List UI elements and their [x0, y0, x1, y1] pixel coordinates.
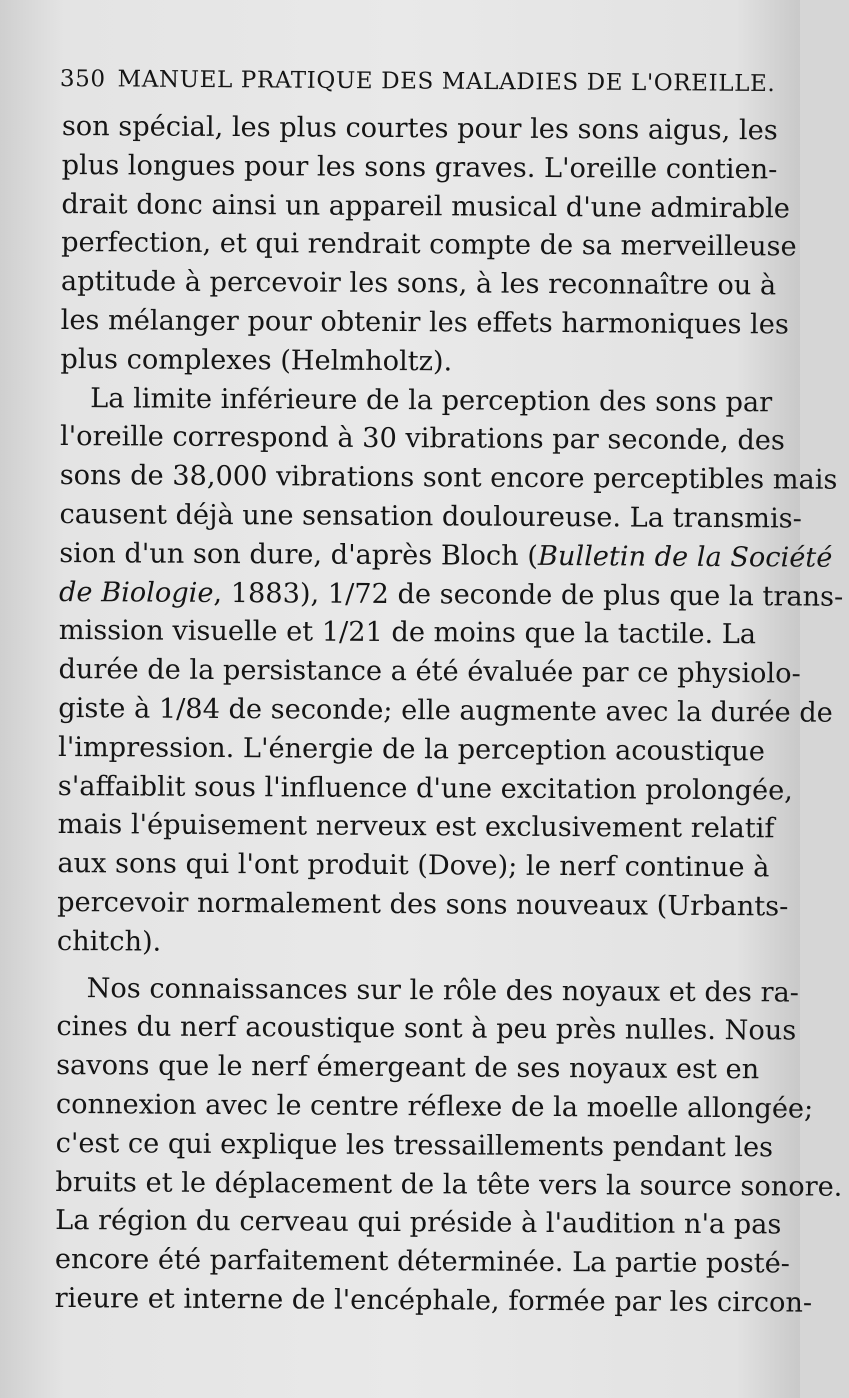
text-line: mission visuelle et 1/21 de moins que la tactile. La: [58, 615, 757, 651]
text-line: plus complexes (Helmholtz).: [60, 343, 453, 378]
text-line: l'oreille correspond à 30 vibrations par seconde, des: [59, 421, 785, 457]
text-line: La région du cerveau qui préside à l'audition n'a pas: [55, 1205, 782, 1241]
running-title: MANUEL PRATIQUE DES MALADIES DE L'OREILLE.: [117, 66, 776, 97]
text-segment: sion d'un son dure, d'après Bloch (: [59, 537, 539, 572]
text-line: perfection, et qui rendrait compte de sa merveilleuse: [61, 227, 797, 263]
text-line: sons de 38,000 vibrations sont encore perceptibles mais: [59, 460, 838, 496]
text-line: La limite inférieure de la perception des sons par: [90, 382, 773, 418]
paragraph-1: [60, 108, 797, 384]
text-line: c'est ce qui explique les tressaillements pendant les: [55, 1127, 774, 1164]
text-line: rieure et interne de l'encéphale, formée par les circon-: [54, 1282, 813, 1319]
text-line: mais l'épuisement nerveux est exclusivement relatif: [57, 809, 775, 845]
text-segment: , 1883), 1/72 de seconde de plus que la trans-: [213, 577, 844, 613]
text-line: drait donc ainsi un appareil musical d'une admirable: [61, 188, 791, 225]
text-line: [59, 535, 833, 578]
page-number: 350: [59, 66, 106, 93]
text-line: plus longues pour les sons graves. L'oreille contien-: [61, 149, 778, 186]
text-line: connexion avec le centre réflexe de la moelle allongée;: [55, 1088, 814, 1125]
text-line: [58, 574, 844, 617]
paragraph-2: [56, 380, 844, 966]
text-line: chitch).: [56, 925, 162, 958]
text-line: causent déjà une sensation douloureuse. La transmis-: [59, 498, 802, 535]
running-header: [59, 66, 776, 97]
text-line: cines du nerf acoustique sont à peu près nulles. Nous: [56, 1011, 797, 1047]
text-line: bruits et le déplacement de la tête vers la source sonore.: [55, 1166, 843, 1203]
body-text: [54, 108, 844, 1323]
text-line: aptitude à percevoir les sons, à les reconnaître ou à: [60, 266, 777, 302]
text-line: Nos connaissances sur le rôle des noyaux et des ra-: [86, 972, 799, 1009]
text-line: les mélanger pour obtenir les effets harmoniques les: [60, 304, 789, 341]
text-line: encore été parfaitement déterminée. La partie posté-: [54, 1244, 790, 1280]
text-line: l'impression. L'énergie de la perception acoustique: [58, 731, 766, 768]
text-line: s'affaiblit sous l'influence d'une excitation prolongée,: [57, 770, 793, 807]
text-line: durée de la persistance a été évaluée par ce physiolo-: [58, 654, 801, 690]
citation-title: de Biologie: [58, 576, 214, 609]
citation-title: Bulletin de la Société: [537, 540, 833, 574]
text-line: percevoir normalement des sons nouveaux (Urbants-: [57, 886, 789, 923]
text-line: savons que le nerf émergeant de ses noyaux est en: [56, 1050, 760, 1086]
paragraph-3: [54, 970, 843, 1323]
text-line: son spécial, les plus courtes pour les sons aigus, les: [61, 110, 778, 147]
text-line: giste à 1/84 de seconde; elle augmente avec la durée de: [58, 692, 833, 729]
text-line: aux sons qui l'ont produit (Dove); le nerf continue à: [57, 848, 770, 884]
